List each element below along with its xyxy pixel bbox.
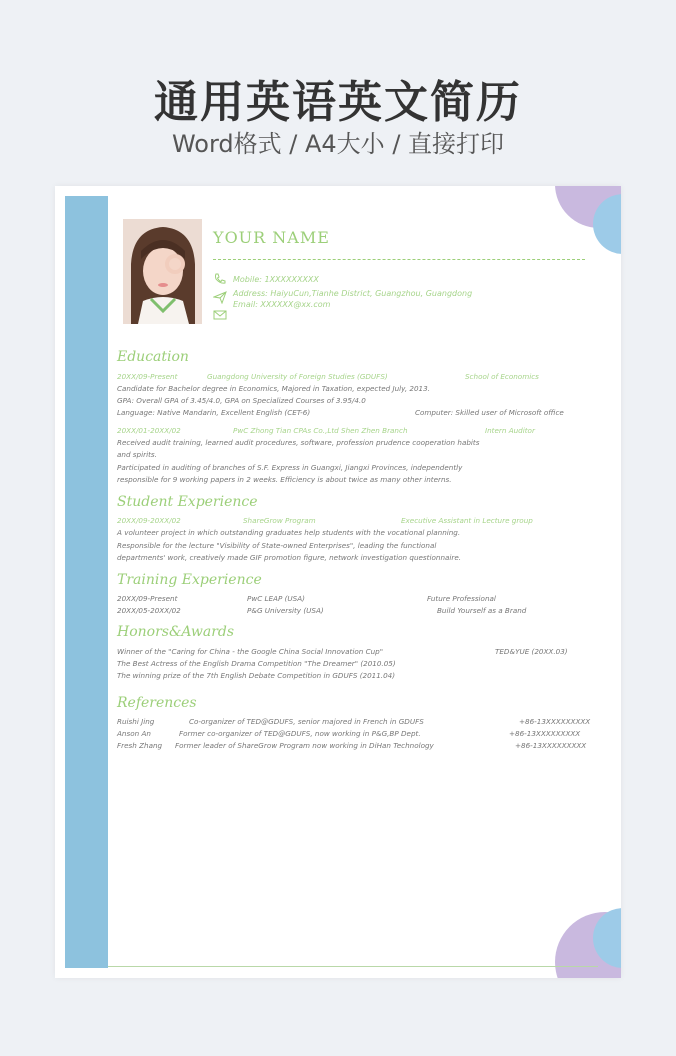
training-role-1: Future Professional [427,594,496,603]
student-line-3: departments' work, creatively made GIF promotion figure, network investigation questionnaire. [117,553,462,562]
student-role-1: Executive Assistant in Lecture group [401,516,533,525]
section-student-title: Student Experience [117,494,258,510]
training-role-2: Build Yourself as a Brand [437,606,527,615]
edu-date-2: 20XX/01-20XX/02 [117,426,181,435]
edu-date-1: 20XX/09-Present [117,372,178,381]
honors-line-1b: TED&YUE (20XX.03) [495,647,568,656]
edu-org-2: PwC Zhong Tian CPAs Co.,Ltd Shen Zhen Branch [233,426,408,435]
name-divider [213,259,585,260]
edu-line-7: responsible for 9 working papers in 2 weeks. Efficiency is about twice as many other interns. [117,475,452,484]
contact-email: Email: XXXXXX@xx.com [233,300,331,309]
resume-name: YOUR NAME [213,228,330,247]
training-date-1: 20XX/09-Present [117,594,178,603]
section-education-title: Education [117,349,189,365]
edu-line-5: and spirits. [117,450,157,459]
student-line-1: A volunteer project in which outstanding graduates help students with the vocational planning. [117,528,461,537]
page-title: 通用英语英文简历 [154,77,522,128]
resume-page [55,186,621,978]
reference-desc: Former co-organizer of TED@GDUFS, now working in P&G,BP Dept. [179,729,421,738]
send-icon [213,290,227,304]
student-org-1: ShareGrow Program [243,516,316,525]
edu-org-1: Guangdong University of Foreign Studies (GDUFS) [207,372,388,381]
phone-icon [213,272,227,286]
mail-icon [213,308,227,322]
training-org-2: P&G University (USA) [247,606,324,615]
reference-desc: Former leader of ShareGrow Program now working in DiHan Technology [175,741,434,750]
edu-line-6: Participated in auditing of branches of S.F. Express in Guangxi, Jiangxi Provinces, independently [117,463,463,472]
reference-name: Fresh Zhang [117,741,163,750]
section-honors-title: Honors&Awards [117,624,235,640]
section-training-title: Training Experience [117,572,262,588]
reference-phone: +86-13XXXXXXXXX [519,717,591,726]
reference-name: Anson An [117,729,151,738]
edu-line-2: GPA: Overall GPA of 3.45/4.0, GPA on Specialized Courses of 3.95/4.0 [117,396,366,405]
section-references-title: References [117,695,197,711]
honors-line-2: The Best Actress of the English Drama Competition "The Dreamer" (2010.05) [117,659,396,668]
reference-phone: +86-13XXXXXXXXX [509,729,581,738]
sidebar-stripe [65,196,108,968]
edu-role-2: Intern Auditor [485,426,535,435]
reference-desc: Co-organizer of TED@GDUFS, senior majored in French in GDUFS [189,717,424,726]
edu-line-1: Candidate for Bachelor degree in Economics, Majored in Taxation, expected July, 2013. [117,384,430,393]
student-date-1: 20XX/09-20XX/02 [117,516,181,525]
honors-line-3: The winning prize of the 7th English Debate Competition in GDUFS (2011.04) [117,671,396,680]
student-line-2: Responsible for the lecture "Visibility of State-owned Enterprises", leading the functional [117,541,437,550]
bottom-divider [108,966,598,967]
training-org-1: PwC LEAP (USA) [247,594,305,603]
edu-line-4: Received audit training, learned audit procedures, software, profession prudence cooperation habits [117,438,480,447]
contact-address: Address: HaiyuCun,Tianhe District, Guangzhou, Guangdong [233,289,473,298]
reference-phone: +86-13XXXXXXXXX [515,741,587,750]
training-date-2: 20XX/05-20XX/02 [117,606,181,615]
edu-role-1: School of Economics [465,372,539,381]
contact-mobile: Mobile: 1XXXXXXXXX [233,275,319,284]
edu-line-3b: Computer: Skilled user of Microsoft office [415,408,564,417]
page-subtitle: Word格式 / A4大小 / 直接打印 [171,130,505,158]
reference-name: Ruishi Jing [117,717,155,726]
edu-line-3a: Language: Native Mandarin, Excellent English (CET-6) [117,408,311,417]
profile-photo [123,219,202,324]
honors-line-1a: Winner of the "Caring for China - the Google China Social Innovation Cup" [117,647,384,656]
